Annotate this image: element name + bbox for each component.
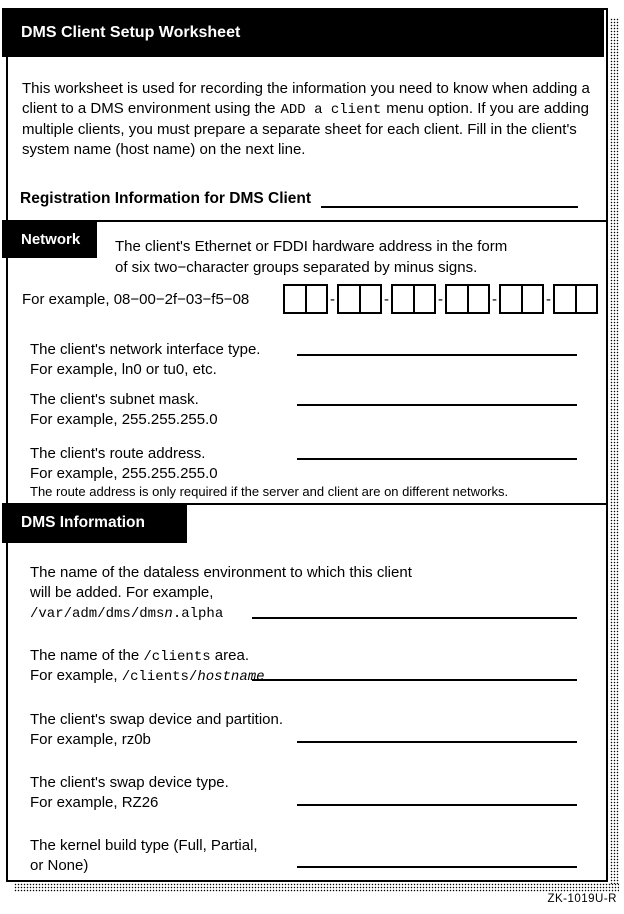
clients-area-label bbox=[30, 647, 249, 665]
dataless-env-label-line1: The name of the dataless environment to which this client bbox=[30, 564, 412, 581]
registration-row bbox=[20, 186, 578, 208]
swap-type-label: The client's swap device type. bbox=[30, 774, 229, 791]
hw-address-description-line2: of six two−character groups separated by minus signs. bbox=[115, 259, 478, 276]
hw-address-pair bbox=[283, 284, 328, 314]
kernel-build-label-line1: The kernel build type (Full, Partial, bbox=[30, 837, 258, 854]
hw-address-cell[interactable] bbox=[555, 286, 577, 312]
hw-address-description-line1: The client's Ethernet or FDDI hardware address in the form bbox=[115, 238, 508, 255]
kernel-build-input-line[interactable] bbox=[297, 866, 577, 868]
hw-address-example: For example, 08−00−2f−03−f5−08 bbox=[22, 291, 250, 308]
swap-partition-label: The client's swap device and partition. bbox=[30, 711, 284, 728]
clients-area-label-pre: The name of the bbox=[30, 647, 144, 664]
swap-type-input-line[interactable] bbox=[297, 804, 577, 806]
network-interface-input-line[interactable] bbox=[297, 354, 577, 356]
route-address-label: The client's route address. bbox=[30, 445, 206, 462]
registration-client-name-input-line[interactable] bbox=[321, 186, 578, 208]
hw-separator: - bbox=[384, 290, 389, 308]
hw-address-cell[interactable] bbox=[469, 286, 489, 312]
dataless-env-path-post: .alpha bbox=[172, 606, 224, 622]
title-bar bbox=[2, 8, 604, 57]
halftone-shadow-right bbox=[610, 18, 619, 884]
hw-address-pair bbox=[499, 284, 544, 314]
hw-address-cell[interactable] bbox=[361, 286, 381, 312]
dataless-env-path bbox=[30, 604, 223, 622]
swap-partition-example: For example, rz0b bbox=[30, 731, 151, 748]
hw-address-cell[interactable] bbox=[447, 286, 469, 312]
dms-section-tab bbox=[2, 503, 187, 543]
clients-area-example-code: /clients/ bbox=[121, 669, 198, 685]
dataless-env-label-line2: will be added. For example, bbox=[30, 584, 214, 601]
route-address-example: For example, 255.255.255.0 bbox=[30, 465, 218, 482]
subnet-mask-label: The client's subnet mask. bbox=[30, 391, 199, 408]
network-section-title: Network bbox=[21, 230, 81, 248]
kernel-build-label-line2: or None) bbox=[30, 857, 89, 874]
clients-area-label-code: /clients bbox=[143, 649, 211, 665]
hw-address-cell[interactable] bbox=[415, 286, 435, 312]
swap-partition-input-line[interactable] bbox=[297, 741, 577, 743]
hw-address-cell[interactable] bbox=[523, 286, 543, 312]
figure-label: ZK-1019U-R bbox=[547, 893, 617, 905]
intro-paragraph bbox=[22, 79, 596, 159]
network-interface-label: The client's network interface type. bbox=[30, 341, 261, 358]
route-address-note: The route address is only required if the server and client are on different networks. bbox=[30, 484, 509, 499]
intro-text-1: This worksheet is used for recording the information you need to know when adding a client to a DMS environment using the bbox=[22, 80, 590, 117]
hw-address-pair bbox=[391, 284, 436, 314]
hw-address-cell[interactable] bbox=[577, 286, 597, 312]
hw-address-cell[interactable] bbox=[393, 286, 415, 312]
hw-address-pair bbox=[337, 284, 382, 314]
network-interface-example: For example, ln0 or tu0, etc. bbox=[30, 361, 217, 378]
clients-area-example-pre: For example, bbox=[30, 667, 122, 684]
dataless-env-input-line[interactable] bbox=[252, 617, 577, 619]
hw-address-cell[interactable] bbox=[307, 286, 327, 312]
clients-area-example-var: hostname bbox=[197, 669, 265, 685]
clients-area-example bbox=[30, 667, 265, 685]
dataless-env-path-var: n bbox=[164, 606, 173, 622]
subnet-mask-input-line[interactable] bbox=[297, 404, 577, 406]
swap-type-example: For example, RZ26 bbox=[30, 794, 159, 811]
hw-separator: - bbox=[546, 290, 551, 308]
clients-area-input-line[interactable] bbox=[252, 679, 577, 681]
hw-address-cell[interactable] bbox=[285, 286, 307, 312]
route-address-input-line[interactable] bbox=[297, 458, 577, 460]
network-section-tab bbox=[2, 220, 97, 258]
hw-separator: - bbox=[438, 290, 443, 308]
hw-address-cell[interactable] bbox=[501, 286, 523, 312]
dms-section-title: DMS Information bbox=[21, 514, 145, 531]
hw-separator: - bbox=[492, 290, 497, 308]
registration-label: Registration Information for DMS Client bbox=[20, 190, 312, 207]
intro-text-2: menu option. If you are adding multiple clients, you must prepare a separate sheet for each client. Fill in the client's system name (host name) on the next line. bbox=[22, 99, 589, 158]
hw-address-pair bbox=[445, 284, 490, 314]
page-title: DMS Client Setup Worksheet bbox=[21, 23, 241, 41]
hw-address-boxes bbox=[283, 284, 598, 314]
hw-separator: - bbox=[330, 290, 335, 308]
hw-address-pair bbox=[553, 284, 598, 314]
subnet-mask-example: For example, 255.255.255.0 bbox=[30, 411, 218, 428]
dataless-env-path-pre: /var/adm/dms/dms bbox=[30, 606, 165, 622]
intro-menu-option-code: ADD a client bbox=[280, 101, 382, 118]
halftone-shadow-bottom bbox=[14, 883, 619, 892]
hw-address-cell[interactable] bbox=[339, 286, 361, 312]
clients-area-label-post: area. bbox=[210, 647, 249, 664]
